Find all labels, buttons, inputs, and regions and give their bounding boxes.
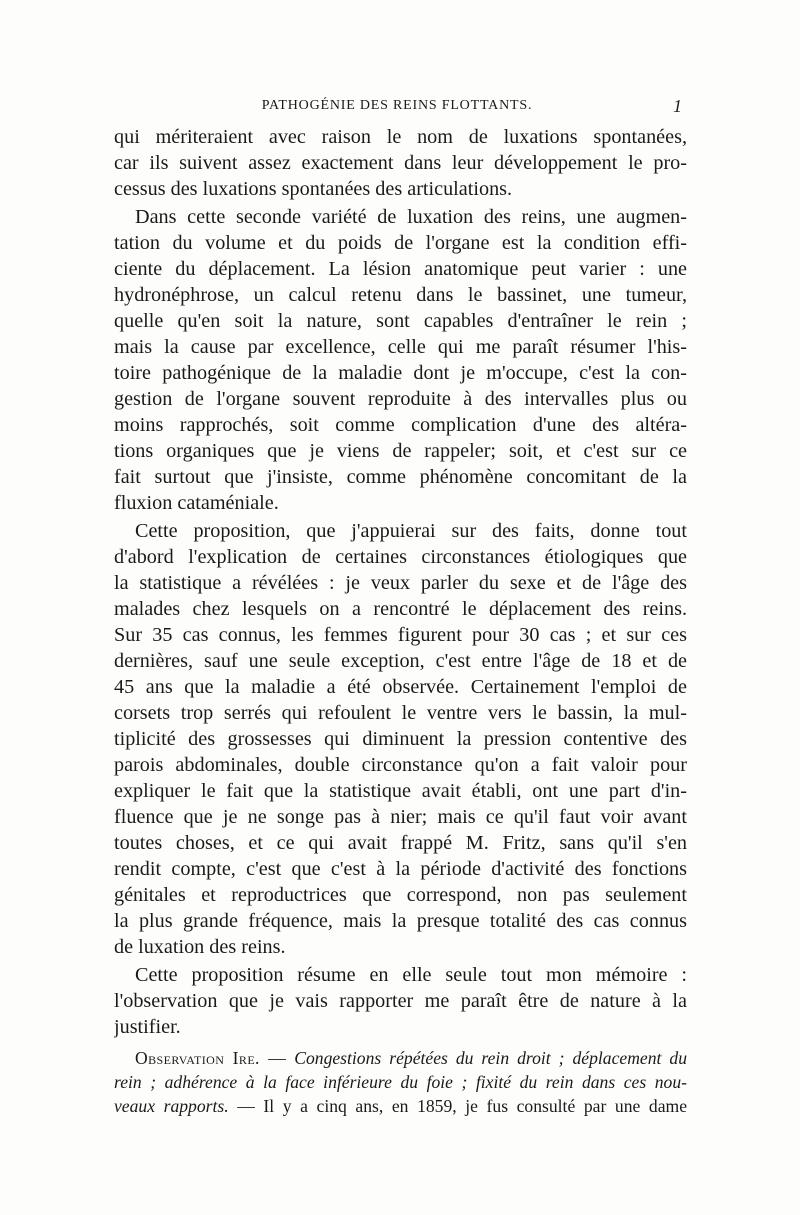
text-line: d'abord l'explication de certaines circonstances étiologiques que (114, 546, 687, 568)
running-title: PATHOGÉNIE DES REINS FLOTTANTS. (261, 98, 533, 113)
text-line: Cette proposition, que j'appuierai sur des faits, donne tout (135, 520, 687, 542)
text-line: mais la cause par excellence, celle qui me paraît résumer l'his- (114, 336, 687, 358)
observation-line (114, 1046, 687, 1070)
observation-title-part: Congestions répétées du rein droit ; déplacement du (294, 1048, 687, 1068)
text-line: fait surtout que j'insiste, comme phénomène concomitant de la (114, 466, 687, 488)
observation-text: — Il y a cinq ans, en 1859, je fus consulté par une dame (237, 1096, 687, 1116)
text-line: de luxation des reins. (114, 936, 286, 958)
body-text (114, 124, 687, 1118)
text-line: tiplicité des grossesses qui diminuent la pression contentive des (114, 728, 687, 750)
text-line: fluence que je ne songe pas à nier; mais ce qu'il faut voir avant (114, 806, 687, 828)
text-line: Sur 35 cas connus, les femmes figurent pour 30 cas ; et sur ces (114, 624, 687, 646)
paragraph-1 (114, 124, 687, 202)
running-head (112, 98, 682, 122)
text-line: toutes choses, et ce qui avait frappé M. Fritz, sans qu'il s'en (114, 832, 687, 854)
text-line: malades chez lesquels on a rencontré le déplacement des reins. (114, 598, 687, 620)
text-line: dernières, sauf une seule exception, c'est entre l'âge de 18 et de (114, 650, 687, 672)
text-line: la statistique a révélées : je veux parler du sexe et de l'âge des (114, 572, 687, 594)
text-line: parois abdominales, double circonstance qu'on a fait valoir pour (114, 754, 687, 776)
page-number: 1 (673, 96, 682, 116)
text-line: Cette proposition résume en elle seule tout mon mémoire : (135, 964, 687, 986)
observation-line: rein ; adhérence à la face inférieure du foie ; fixité du rein dans ces nou- (114, 1072, 687, 1092)
text-line: car ils suivent assez exactement dans leur développement le pro- (114, 152, 687, 174)
text-line: tation du volume et du poids de l'organe est la condition effi- (114, 232, 687, 254)
text-line: corsets trop serrés qui refoulent le ventre vers le bassin, la mul- (114, 702, 687, 724)
text-line: Dans cette seconde variété de luxation des reins, une augmen- (135, 206, 687, 228)
text-line: toire pathogénique de la maladie dont je m'occupe, c'est la con- (114, 362, 687, 384)
observation-title-part: veaux rapports. (114, 1096, 229, 1116)
text-line: 45 ans que la maladie a été observée. Certainement l'emploi de (114, 676, 687, 698)
text-line: tions organiques que je viens de rappeler; soit, et c'est sur ce (114, 440, 687, 462)
text-line: ciente du déplacement. La lésion anatomique peut varier : une (114, 258, 687, 280)
text-line: quelle qu'en soit la nature, sont capables d'entraîner le rein ; (114, 310, 687, 332)
text-line: la plus grande fréquence, mais la presque totalité des cas connus (114, 910, 687, 932)
text-line: fluxion cataméniale. (114, 492, 279, 514)
text-line: cessus des luxations spontanées des articulations. (114, 178, 513, 200)
paragraph-2 (114, 204, 687, 516)
text-line: hydronéphrose, un calcul retenu dans le bassinet, une tumeur, (114, 284, 687, 306)
text-line: gestion de l'organe souvent reproduite à des intervalles plus ou (114, 388, 687, 410)
observation-paragraph (114, 1046, 687, 1118)
text-line: justifier. (114, 1016, 181, 1038)
text-line: expliquer le fait que la statistique avait établi, ont une part d'in- (114, 780, 687, 802)
text-line: l'observation que je vais rapporter me paraît être de nature à la (114, 990, 687, 1012)
text-line: moins rapprochés, soit comme complication d'une des altéra- (114, 414, 687, 436)
paragraph-4 (114, 962, 687, 1040)
observation-label: Observation Ire. — (135, 1048, 287, 1068)
text-line: rendit compte, c'est que c'est à la période d'activité des fonctions (114, 858, 687, 880)
paragraph-3 (114, 518, 687, 960)
text-line: qui mériteraient avec raison le nom de luxations spontanées, (114, 126, 687, 148)
text-line: génitales et reproductrices que correspond, non pas seulement (114, 884, 687, 906)
observation-line (114, 1094, 687, 1118)
